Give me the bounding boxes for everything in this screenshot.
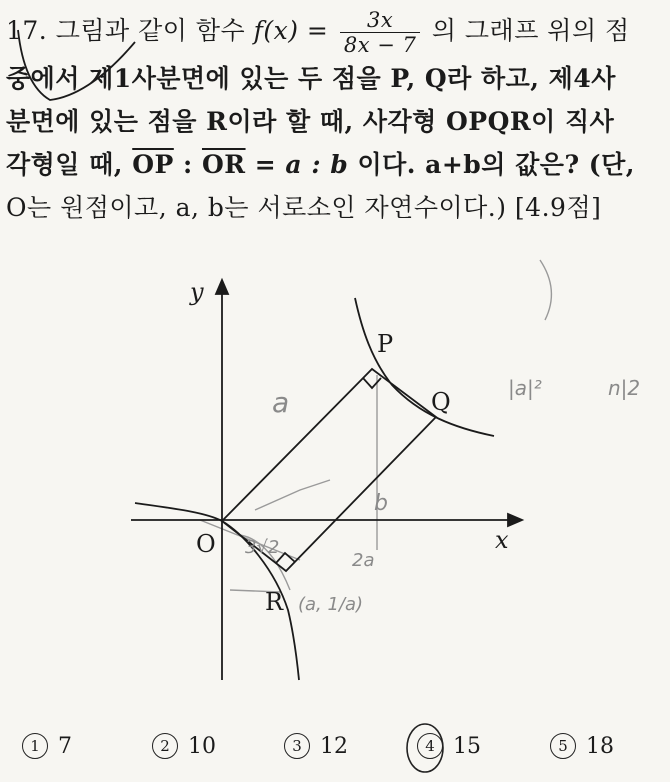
question-line1-post: 의 그래프 위의 점 [431, 16, 630, 45]
choice-1[interactable] [22, 733, 72, 759]
segment-or: $\overline{OR}$ [201, 150, 246, 179]
pencil-line-1 [255, 480, 330, 510]
fraction-denominator: 8x − 7 [343, 33, 417, 57]
handwritten-note-1: 3√2 [245, 537, 280, 558]
choice-2-value: 10 [188, 734, 216, 759]
handwritten-note-3: |a|² [508, 376, 542, 400]
choice-5[interactable] [550, 733, 614, 759]
question-number: 17. [6, 16, 48, 45]
x-axis-arrow [508, 514, 522, 526]
choice-3[interactable] [284, 733, 348, 759]
choice-3-value: 12 [320, 734, 348, 759]
choice-2-mark: 2 [152, 733, 178, 759]
handwritten-note-4: n|2 [608, 376, 641, 400]
function-lhs: f(x) = [253, 16, 329, 45]
question-line-5: O는 원점이고, a, b는 서로소인 자연수이다.) [4.9점] [6, 193, 602, 222]
question-line4-post: 이다. a+b의 값은? (단, [357, 150, 635, 179]
y-axis-label: y [190, 278, 204, 306]
y-axis-arrow [216, 280, 228, 294]
x-axis-label: x [495, 526, 509, 554]
choice-4-mark: 4 [417, 733, 443, 759]
choice-4-value: 15 [453, 734, 481, 759]
function-fraction [340, 8, 421, 57]
point-r-label: R [265, 588, 284, 616]
point-q-label: Q [431, 388, 451, 416]
fraction-numerator: 3x [340, 8, 421, 33]
choice-5-value: 18 [586, 734, 614, 759]
choice-5-mark: 5 [550, 733, 576, 759]
choice-1-mark: 1 [22, 733, 48, 759]
answer-choices [22, 733, 662, 767]
question-line1-pre: 그림과 같이 함수 [55, 16, 246, 45]
ratio-colon: : [183, 150, 193, 179]
choice-3-mark: 3 [284, 733, 310, 759]
question-line-3: 분면에 있는 점을 R이라 할 때, 사각형 OPQR이 직사 [6, 107, 615, 136]
question-line-2: 중에서 제1사분면에 있는 두 점을 P, Q라 하고, 제4사 [6, 64, 616, 93]
choice-1-value: 7 [58, 734, 72, 759]
origin-label: O [196, 530, 216, 558]
question-line-1 [6, 8, 666, 57]
question-text [6, 8, 666, 229]
graph-figure [0, 250, 670, 690]
handwritten-a: a [272, 386, 290, 419]
handwritten-b: b [374, 491, 388, 516]
right-angle-mark-p [363, 378, 381, 388]
ratio-expression: = a : b [254, 150, 349, 179]
handwritten-note-5: 2a [352, 550, 375, 571]
choice-2[interactable] [152, 733, 216, 759]
question-line4-pre: 각형일 때, [6, 150, 124, 179]
handwritten-note-2: (a, 1/a) [298, 594, 364, 615]
question-line-4 [6, 143, 666, 186]
pencil-margin-curve [540, 260, 551, 320]
segment-op: $\overline{OP}$ [132, 150, 174, 179]
point-p-label: P [377, 330, 394, 358]
curve-branch-upper [355, 298, 494, 436]
choice-4[interactable] [417, 733, 481, 759]
